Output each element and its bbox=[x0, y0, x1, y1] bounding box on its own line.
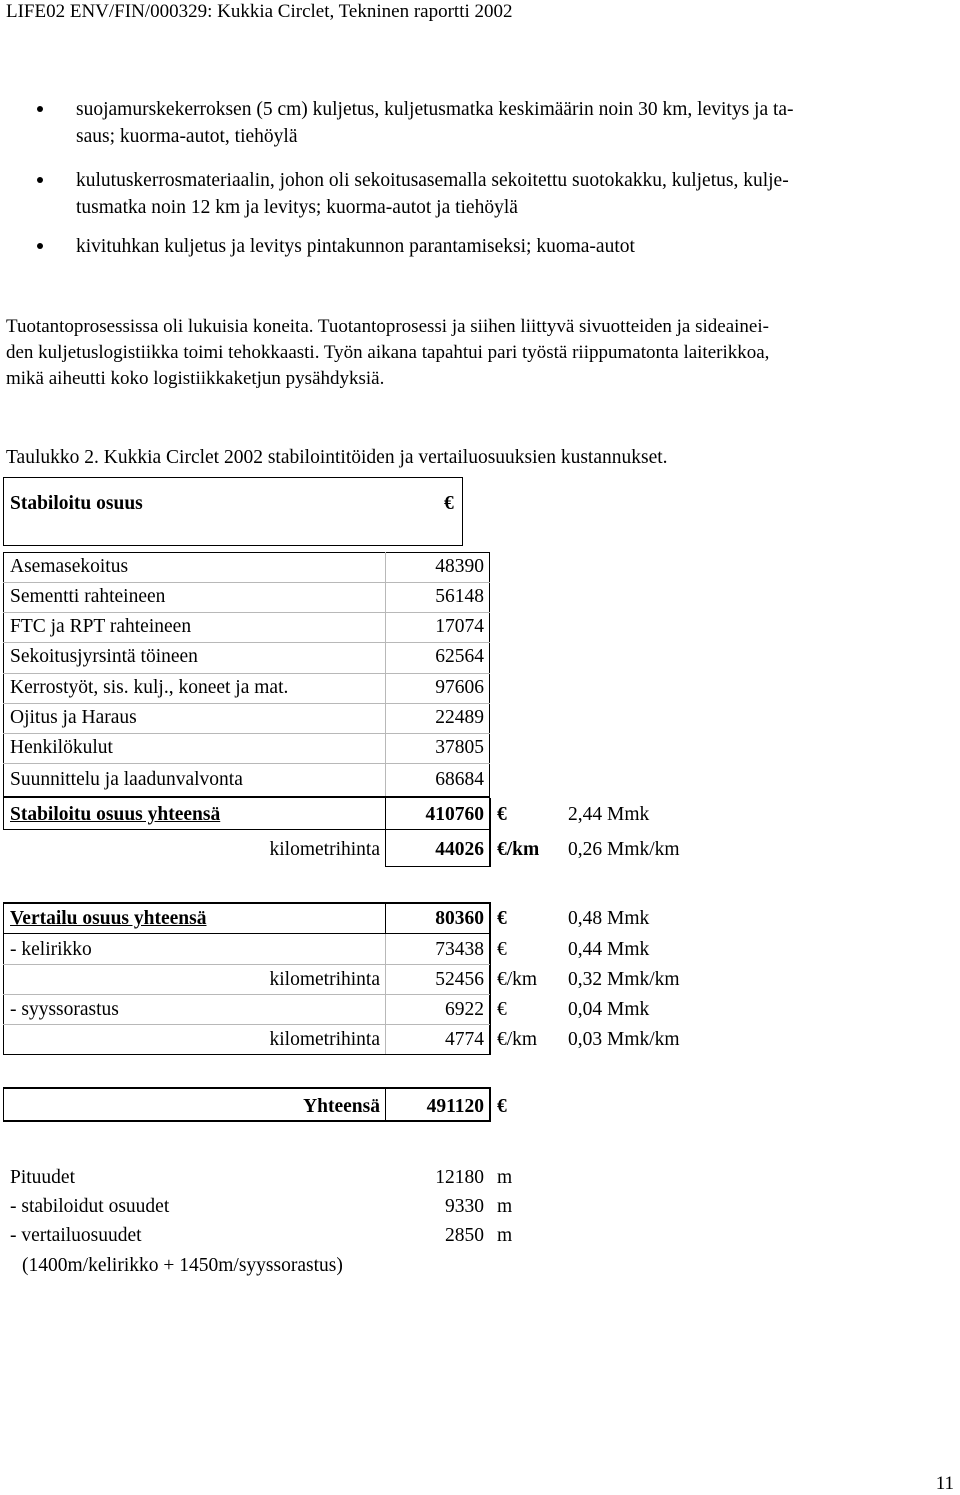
table-row-value: 68684 bbox=[435, 769, 484, 790]
stab-km-value: 44026 bbox=[435, 839, 484, 860]
stab-total-unit: € bbox=[497, 804, 507, 825]
table-row-label: Ojitus ja Haraus bbox=[10, 707, 137, 728]
table-row-value: 97606 bbox=[435, 677, 484, 698]
table-row-value: 17074 bbox=[435, 616, 484, 637]
syyssorastus-km-unit: €/km bbox=[497, 1029, 538, 1050]
kelirikko-label: - kelirikko bbox=[10, 939, 92, 960]
lengths-vert-unit: m bbox=[497, 1225, 513, 1246]
syyssorastus-unit: € bbox=[497, 999, 507, 1020]
vert-total-value: 80360 bbox=[435, 908, 484, 929]
table-row-label: Asemasekoitus bbox=[10, 556, 129, 577]
paragraph-line: mikä aiheutti koko logistiikkaketjun pysähdyksiä. bbox=[6, 368, 385, 389]
kelirikko-km-value: 52456 bbox=[435, 969, 484, 990]
table-row-value: 62564 bbox=[435, 646, 484, 667]
table-row-label: Kerrostyöt, sis. kulj., koneet ja mat. bbox=[10, 677, 289, 698]
lengths-vert-value: 2850 bbox=[445, 1225, 484, 1246]
table-header-unit: € bbox=[444, 493, 454, 514]
bullet-item: saus; kuorma-autot, tiehöylä bbox=[76, 126, 298, 147]
syyssorastus-label: - syyssorastus bbox=[10, 999, 119, 1020]
vert-total-unit: € bbox=[497, 908, 507, 929]
table-row-value: 48390 bbox=[435, 556, 484, 577]
paragraph-line: den kuljetuslogistiikka toimi tehokkaasti. Työn aikana tapahtui pari työstä riippumatonta laiterikkoa, bbox=[6, 342, 770, 363]
page-number: 11 bbox=[935, 1473, 954, 1494]
table-caption: Taulukko 2. Kukkia Circlet 2002 stabilointitöiden ja vertailuosuuksien kustannukset. bbox=[6, 447, 668, 468]
grand-total-value: 491120 bbox=[426, 1096, 484, 1117]
kelirikko-km-mmk: 0,32 Mmk/km bbox=[568, 969, 680, 990]
grand-total-label: Yhteensä bbox=[303, 1096, 380, 1117]
bullet-item: suojamurskekerroksen (5 cm) kuljetus, kuljetusmatka keskimäärin noin 30 km, levitys ja ta- bbox=[76, 99, 794, 120]
table-row-label: Sementti rahteineen bbox=[10, 586, 166, 607]
lengths-stab-value: 9330 bbox=[445, 1196, 484, 1217]
lengths-stab-unit: m bbox=[497, 1196, 513, 1217]
lengths-total-unit: m bbox=[497, 1167, 513, 1188]
table-row-value: 56148 bbox=[435, 586, 484, 607]
kelirikko-value: 73438 bbox=[435, 939, 484, 960]
bullet-item: kulutuskerrosmateriaalin, johon oli sekoitusasemalla sekoitettu suotokakku, kuljetus, kulje- bbox=[76, 170, 789, 191]
lengths-vert-label: - vertailuosuudet bbox=[10, 1225, 142, 1246]
stab-total-label: Stabiloitu osuus yhteensä bbox=[10, 804, 221, 825]
vert-total-label: Vertailu osuus yhteensä bbox=[10, 908, 207, 929]
kelirikko-unit: € bbox=[497, 939, 507, 960]
lengths-stab-label: - stabiloidut osuudet bbox=[10, 1196, 170, 1217]
table-row-label: Sekoitusjyrsintä töineen bbox=[10, 646, 198, 667]
bullet-item: kivituhkan kuljetus ja levitys pintakunnon parantamiseksi; kuoma-autot bbox=[76, 236, 635, 257]
bullet-icon bbox=[37, 243, 43, 249]
syyssorastus-km-value: 4774 bbox=[445, 1029, 484, 1050]
syyssorastus-value: 6922 bbox=[445, 999, 484, 1020]
table-row-label: FTC ja RPT rahteineen bbox=[10, 616, 192, 637]
paragraph-line: Tuotantoprosessissa oli lukuisia koneita. Tuotantoprosessi ja siihen liittyvä sivuotteiden ja sideainei- bbox=[6, 316, 769, 337]
lengths-title: Pituudet bbox=[10, 1167, 76, 1188]
table-row-value: 37805 bbox=[435, 737, 484, 758]
kelirikko-km-unit: €/km bbox=[497, 969, 538, 990]
kelirikko-km-label: kilometrihinta bbox=[269, 969, 380, 990]
stab-km-label: kilometrihinta bbox=[269, 839, 380, 860]
table-row-label: Suunnittelu ja laadunvalvonta bbox=[10, 769, 243, 790]
grand-total-unit: € bbox=[497, 1096, 507, 1117]
kelirikko-mmk: 0,44 Mmk bbox=[568, 939, 650, 960]
lengths-total-value: 12180 bbox=[435, 1167, 484, 1188]
syyssorastus-km-label: kilometrihinta bbox=[269, 1029, 380, 1050]
table-row-label: Henkilökulut bbox=[10, 737, 113, 758]
page-header: LIFE02 ENV/FIN/000329: Kukkia Circlet, Tekninen raportti 2002 bbox=[6, 1, 513, 22]
stab-km-unit: €/km bbox=[497, 839, 540, 860]
bullet-icon bbox=[37, 177, 43, 183]
bullet-item: tusmatka noin 12 km ja levitys; kuorma-autot ja tiehöylä bbox=[76, 197, 518, 218]
syyssorastus-km-mmk: 0,03 Mmk/km bbox=[568, 1029, 680, 1050]
bullet-icon bbox=[37, 106, 43, 112]
stab-total-mmk: 2,44 Mmk bbox=[568, 804, 650, 825]
syyssorastus-mmk: 0,04 Mmk bbox=[568, 999, 650, 1020]
table-row-value: 22489 bbox=[435, 707, 484, 728]
stab-km-mmk: 0,26 Mmk/km bbox=[568, 839, 680, 860]
lengths-note: (1400m/kelirikko + 1450m/syyssorastus) bbox=[22, 1255, 343, 1276]
stab-total-value: 410760 bbox=[425, 804, 484, 825]
vert-total-mmk: 0,48 Mmk bbox=[568, 908, 650, 929]
table-header-label: Stabiloitu osuus bbox=[10, 493, 143, 514]
